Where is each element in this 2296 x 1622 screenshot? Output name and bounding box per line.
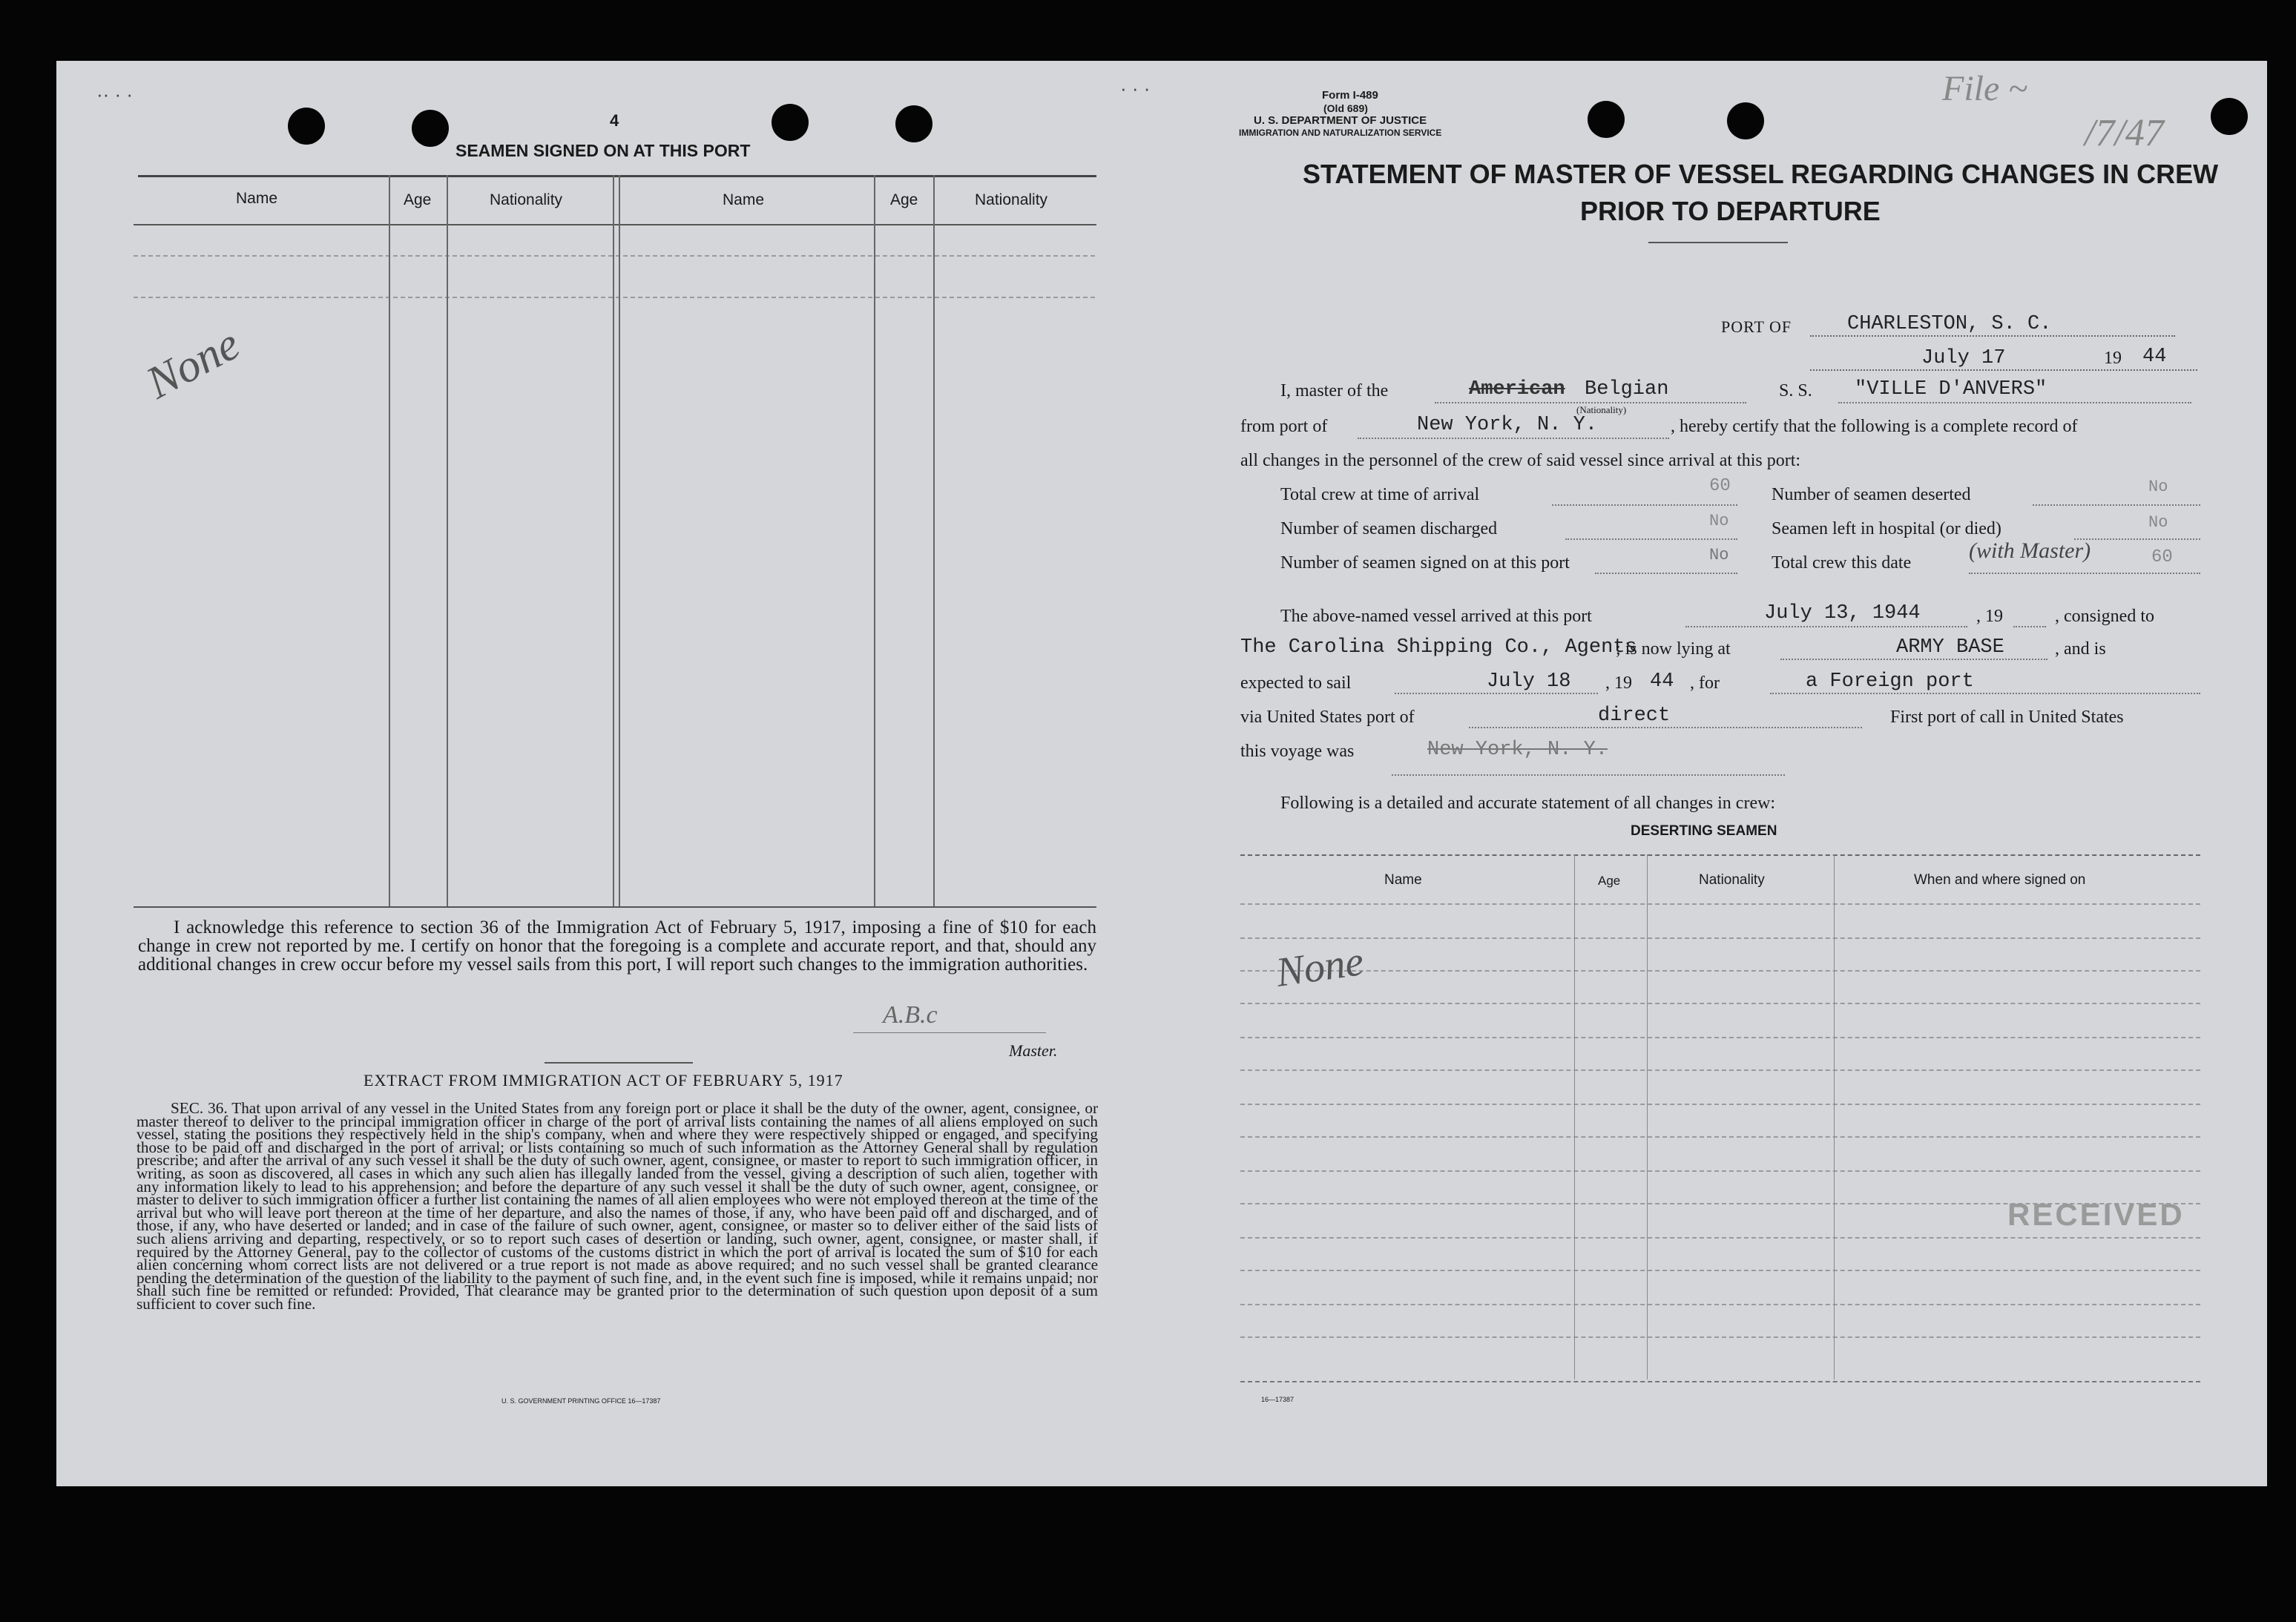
footer-code: 16—17387 (1261, 1396, 1295, 1403)
form-old-number: (Old 689) (1323, 102, 1368, 114)
first-port-label: First port of call in United States (1890, 708, 2124, 727)
destination-value: a Foreign port (1806, 670, 1974, 693)
section-title-signed-on: SEAMEN SIGNED ON AT THIS PORT (455, 141, 751, 160)
form-number: Form I-489 (1322, 89, 1378, 102)
handwritten-corner-number: /7/47 (2085, 112, 2164, 154)
year-value: 44 (2142, 346, 2167, 368)
nationality-caption: (Nationality) (1576, 404, 1627, 415)
date-value: July 17 (1810, 347, 2197, 371)
punch-hole (772, 104, 809, 141)
col-header-age: Age (404, 191, 432, 208)
punch-hole (2211, 98, 2248, 135)
desert-col-name: Name (1384, 872, 1422, 888)
col-header-name-2: Name (723, 191, 765, 208)
deserting-title: DESERTING SEAMEN (1631, 823, 1777, 839)
desert-col-age: Age (1598, 874, 1621, 888)
extract-text: SEC. 36. That upon arrival of any vessel in the United States from any foreign port or place it shall be the duty of the owner, agent, consignee, or master thereof to deliver to the principal immigration officer in charge of the port of arrival lists containing the names of all aliens employed on such vessel, stating the positions they respectively held in the ship's company, when and where they were respectively shipped or engaged, and specifying those to be paid off and discharged in the port of arrival; or lists containing so much of such information as the Attorney General shall by regulation prescribe; and after the arrival of any such vessel it shall be the duty of such owner, agent, consignee, or master to report to such immigration officer, in writing, as soon as discovered, all cases in which any such alien has illegally landed from the vessel, giving a description of such alien, together with any information likely to lead to his apprehension; and before the departure of any such vessel it shall be the duty of such owner, agent, consignee, or master to deliver to such immigration officer a further list containing the names of all alien employees who were not employed thereon at the time of the arrival but who will leave port thereon at the time of her departure, and also the names of those, if any, who have been paid off and discharged, and of those, if any, who have deserted or landed; and in case of the failure of such owner, agent, consignee, or master so to deliver either of the said lists of such aliens arriving and departing, respectively, or so to report such cases of desertion or landing, such owner, agent, consignee, or master shall, if required by the Attorney General, pay to the collector of customs of the customs district in which the port of arrival is located the sum of $10 for each alien concerning whom correct lists are not delivered or a true report is not made as above required; and no such vessel shall be granted clearance pending the determination of the question of the liability to the payment of such fine, and, in the event such fine is imposed, while it remains unpaid; nor shall such fine be remitted or refunded: Provided, That clearance may be granted prior to the determination of such question upon deposit of a sum sufficient to cover such fine. (136, 1099, 1098, 1313)
form-title-line1: STATEMENT OF MASTER OF VESSEL REGARDING CHANGES IN CREW (1303, 159, 2219, 189)
extract-title: EXTRACT FROM IMMIGRATION ACT OF FEBRUARY 5, 1917 (364, 1071, 843, 1089)
nationality-struck: American (1469, 378, 1565, 400)
desert-col-nationality: Nationality (1699, 872, 1765, 888)
vessel-name: "VILLE D'ANVERS" (1855, 378, 2047, 400)
voyage-value: New York, N. Y. (1427, 739, 1608, 761)
discharged-value: No (1709, 512, 1729, 530)
punch-hole (412, 110, 449, 147)
expected-year: 44 (1650, 670, 1674, 693)
signature-label: Master. (1009, 1041, 1058, 1060)
department-name: U. S. DEPARTMENT OF JUSTICE (1254, 114, 1427, 127)
certify-text: , hereby certify that the following is a complete record of (1671, 417, 2078, 436)
total-crew-date-label: Total crew this date (1772, 553, 1912, 573)
master-signature: A.B.c (883, 1001, 938, 1029)
consignee-value: The Carolina Shipping Co., Agents (1240, 636, 1637, 659)
total-crew-date-value: 60 (2151, 547, 2173, 567)
consigned-label: , consigned to (2055, 607, 2154, 626)
voyage-label: this voyage was (1240, 742, 1355, 761)
col-header-nationality: Nationality (490, 191, 563, 208)
expected-date: July 18 (1487, 670, 1571, 693)
lying-label: ; is now lying at (1616, 639, 1731, 659)
punch-hole (1588, 101, 1625, 138)
discharged-label: Number of seamen discharged (1280, 519, 1498, 538)
corner-marks-middle: · · · (1120, 77, 1151, 99)
form-title-line2: PRIOR TO DEPARTURE (1580, 196, 1881, 226)
handwritten-corner-note: File ~ (1942, 69, 2028, 108)
signed-on-label: Number of seamen signed on at this port (1280, 553, 1570, 573)
and-is-text: , and is (2055, 639, 2106, 659)
printer-line: U. S. GOVERNMENT PRINTING OFFICE 16—17387 (501, 1397, 661, 1405)
acknowledgement-text: I acknowledge this reference to section 36 of the Immigration Act of February 5, 1917, imposing a fine of $10 for each change in crew not reported by me. I certify on honor that the foregoing is a complete and accurate report, and that, should any additional changes in crew occur before my vessel sails from this port, I will report such changes to the immigration authorities. (138, 917, 1096, 975)
year-prefix: 19 (2104, 349, 2122, 368)
punch-hole (288, 108, 325, 145)
deserted-value: No (2148, 478, 2168, 496)
hospital-label: Seamen left in hospital (or died) (1772, 519, 2001, 538)
corner-marks-left: ·· · · (96, 83, 134, 105)
handwritten-none-left: None (138, 318, 248, 409)
arrived-year-prefix: , 19 (1976, 607, 2003, 626)
port-of-value: CHARLESTON, S. C. (1810, 313, 2175, 337)
port-of-label: PORT OF (1721, 317, 1792, 336)
from-port-label: from port of (1240, 417, 1328, 436)
lying-value: ARMY BASE (1896, 636, 2004, 659)
service-name: IMMIGRATION AND NATURALIZATION SERVICE (1239, 128, 1442, 138)
punch-hole (895, 105, 932, 142)
expected-label: expected to sail (1240, 673, 1352, 693)
for-label: , for (1690, 673, 1720, 693)
total-crew-arrival-value: 60 (1709, 476, 1731, 496)
hospital-value: No (2148, 513, 2168, 532)
handwritten-none-right: None (1273, 938, 1366, 996)
ss-label: S. S. (1779, 381, 1812, 400)
following-text: Following is a detailed and accurate statement of all changes in crew: (1280, 794, 1776, 813)
master-label: I, master of the (1280, 381, 1389, 400)
arrived-value: July 13, 1944 (1764, 602, 1921, 624)
total-crew-date-note: (with Master) (1969, 538, 2091, 563)
deserted-label: Number of seamen deserted (1772, 485, 1971, 504)
col-header-name: Name (236, 190, 278, 207)
via-label: via United States port of (1240, 708, 1415, 727)
arrived-label: The above-named vessel arrived at this port (1280, 607, 1592, 626)
total-crew-arrival-label: Total crew at time of arrival (1280, 485, 1480, 504)
signed-on-value: No (1709, 546, 1729, 564)
punch-hole (1727, 102, 1764, 139)
from-port-value: New York, N. Y. (1417, 414, 1598, 436)
col-header-nationality-2: Nationality (975, 191, 1048, 208)
col-header-age-2: Age (890, 191, 918, 208)
certify-text-2: all changes in the personnel of the crew of said vessel since arrival at this port: (1240, 451, 1801, 470)
nationality-value: Belgian (1585, 378, 1669, 400)
received-stamp: RECEIVED (2007, 1197, 2185, 1232)
desert-col-signed-on: When and where signed on (1914, 872, 2086, 888)
via-value: direct (1598, 705, 1671, 727)
page-number: 4 (610, 111, 619, 130)
expected-year-prefix: , 19 (1605, 673, 1632, 693)
